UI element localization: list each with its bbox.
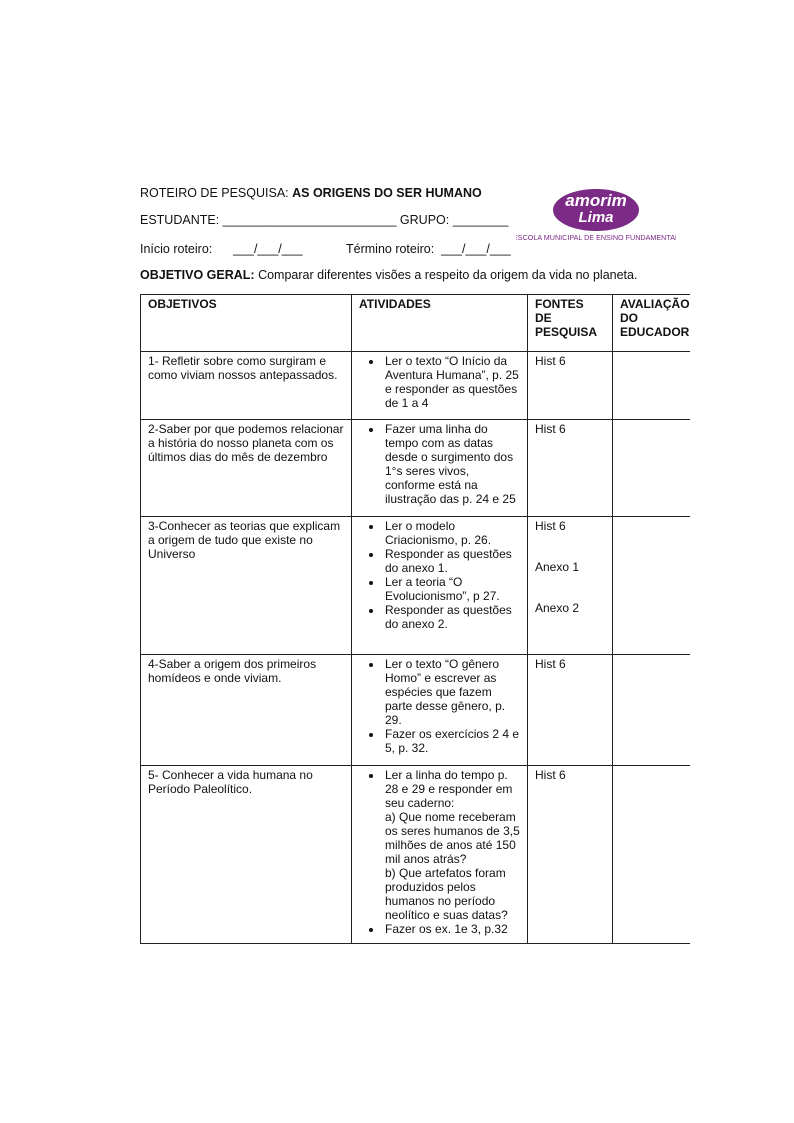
source-item: Hist 6 — [535, 519, 566, 533]
objective-label: OBJETIVO GERAL: — [140, 268, 255, 282]
source-item: Hist 6 — [535, 422, 566, 436]
title-prefix: ROTEIRO DE PESQUISA: — [140, 186, 293, 200]
activity-item: • Responder as questões do anexo 2. — [383, 603, 520, 631]
objective-cell: 2-Saber por que podemos relacionar a história do nosso planeta com os últimos dias do mês de dezembro — [141, 420, 352, 517]
activities-list — [359, 519, 520, 631]
table-row — [141, 766, 691, 944]
evaluation-cell — [613, 517, 691, 655]
title-topic: AS ORIGENS DO SER HUMANO — [292, 186, 482, 200]
student-group-line: ESTUDANTE: _________________________ GRUPO: ________ — [140, 213, 509, 227]
logo-subtitle: ESCOLA MUNICIPAL DE ENSINO FUNDAMENTAL — [516, 233, 676, 242]
evaluation-cell — [613, 655, 691, 766]
activity-item: • Ler o modelo Criacionismo, p. 26. — [383, 519, 520, 547]
table-header-row — [141, 295, 691, 352]
header-fontes: FONTES DE PESQUISA — [528, 295, 613, 352]
header-atividades: ATIVIDADES — [352, 295, 528, 352]
sources-cell — [528, 655, 613, 766]
table-row — [141, 655, 691, 766]
activity-item: • Ler a linha do tempo p. 28 e 29 e responder em seu caderno: a) Que nome receberam os seres humanos de 3,5 milhões de anos até 150 mil anos atrás? b) Que artefatos foram produzidos pelos humanos no período neolítico e suas datas? — [383, 768, 520, 922]
activities-cell — [352, 655, 528, 766]
objective-cell: 1- Refletir sobre como surgiram e como viviam nossos antepassados. — [141, 352, 352, 420]
activities-list — [359, 422, 520, 506]
start-date-line: Início roteiro: ___/___/___ — [140, 242, 303, 256]
source-item: Hist 6 — [535, 768, 566, 782]
evaluation-cell — [613, 766, 691, 944]
activity-item: • Fazer uma linha do tempo com as datas desde o surgimento dos 1°s seres vivos, conforme está na ilustração das p. 24 e 25 — [383, 422, 520, 506]
objective-cell: 3-Conhecer as teorias que explicam a origem de tudo que existe no Universo — [141, 517, 352, 655]
activities-cell — [352, 517, 528, 655]
activities-cell — [352, 766, 528, 944]
table-row — [141, 420, 691, 517]
activities-list — [359, 354, 520, 410]
school-logo — [516, 188, 676, 244]
source-item: Hist 6 — [535, 657, 566, 671]
table-row — [141, 352, 691, 420]
activities-list — [359, 768, 520, 936]
page-title — [140, 186, 482, 201]
research-table-container — [140, 294, 690, 946]
activities-list — [359, 657, 520, 755]
activity-item: • Ler o texto “O Início da Aventura Humana”, p. 25 e responder as questões de 1 a 4 — [383, 354, 520, 410]
activity-item: • Fazer os exercícios 2 4 e 5, p. 32. — [383, 727, 520, 755]
source-item: Anexo 1 — [535, 560, 580, 574]
activity-item: • Ler a teoria “O Evolucionismo”, p 27. — [383, 575, 520, 603]
source-item: Hist 6 — [535, 354, 566, 368]
objective-cell: 5- Conhecer a vida humana no Período Paleolítico. — [141, 766, 352, 944]
logo-word-2: Lima — [578, 209, 614, 226]
general-objective — [140, 268, 637, 283]
sources-cell — [528, 766, 613, 944]
activities-cell — [352, 420, 528, 517]
header-avaliacao: AVALIAÇÃO DO EDUCADOR — [613, 295, 691, 352]
activity-item: • Responder as questões do anexo 1. — [383, 547, 520, 575]
sources-cell — [528, 517, 613, 655]
sources-cell — [528, 420, 613, 517]
evaluation-cell — [613, 420, 691, 517]
objective-cell: 4-Saber a origem dos primeiros homídeos e onde viviam. — [141, 655, 352, 766]
logo-word-1: amorim — [565, 191, 627, 210]
header-objetivos: OBJETIVOS — [141, 295, 352, 352]
activity-item: • Fazer os ex. 1e 3, p.32 — [383, 922, 520, 936]
objective-text: Comparar diferentes visões a respeito da origem da vida no planeta. — [254, 268, 638, 282]
sources-cell — [528, 352, 613, 420]
end-date-line: Término roteiro: ___/___/___ — [346, 242, 511, 256]
activity-item: • Ler o texto “O gênero Homo” e escrever as espécies que fazem parte desse gênero, p. 29. — [383, 657, 520, 727]
activities-cell — [352, 352, 528, 420]
table-row — [141, 517, 691, 655]
evaluation-cell — [613, 352, 691, 420]
research-table — [140, 294, 690, 944]
source-item: Anexo 2 — [535, 601, 580, 615]
